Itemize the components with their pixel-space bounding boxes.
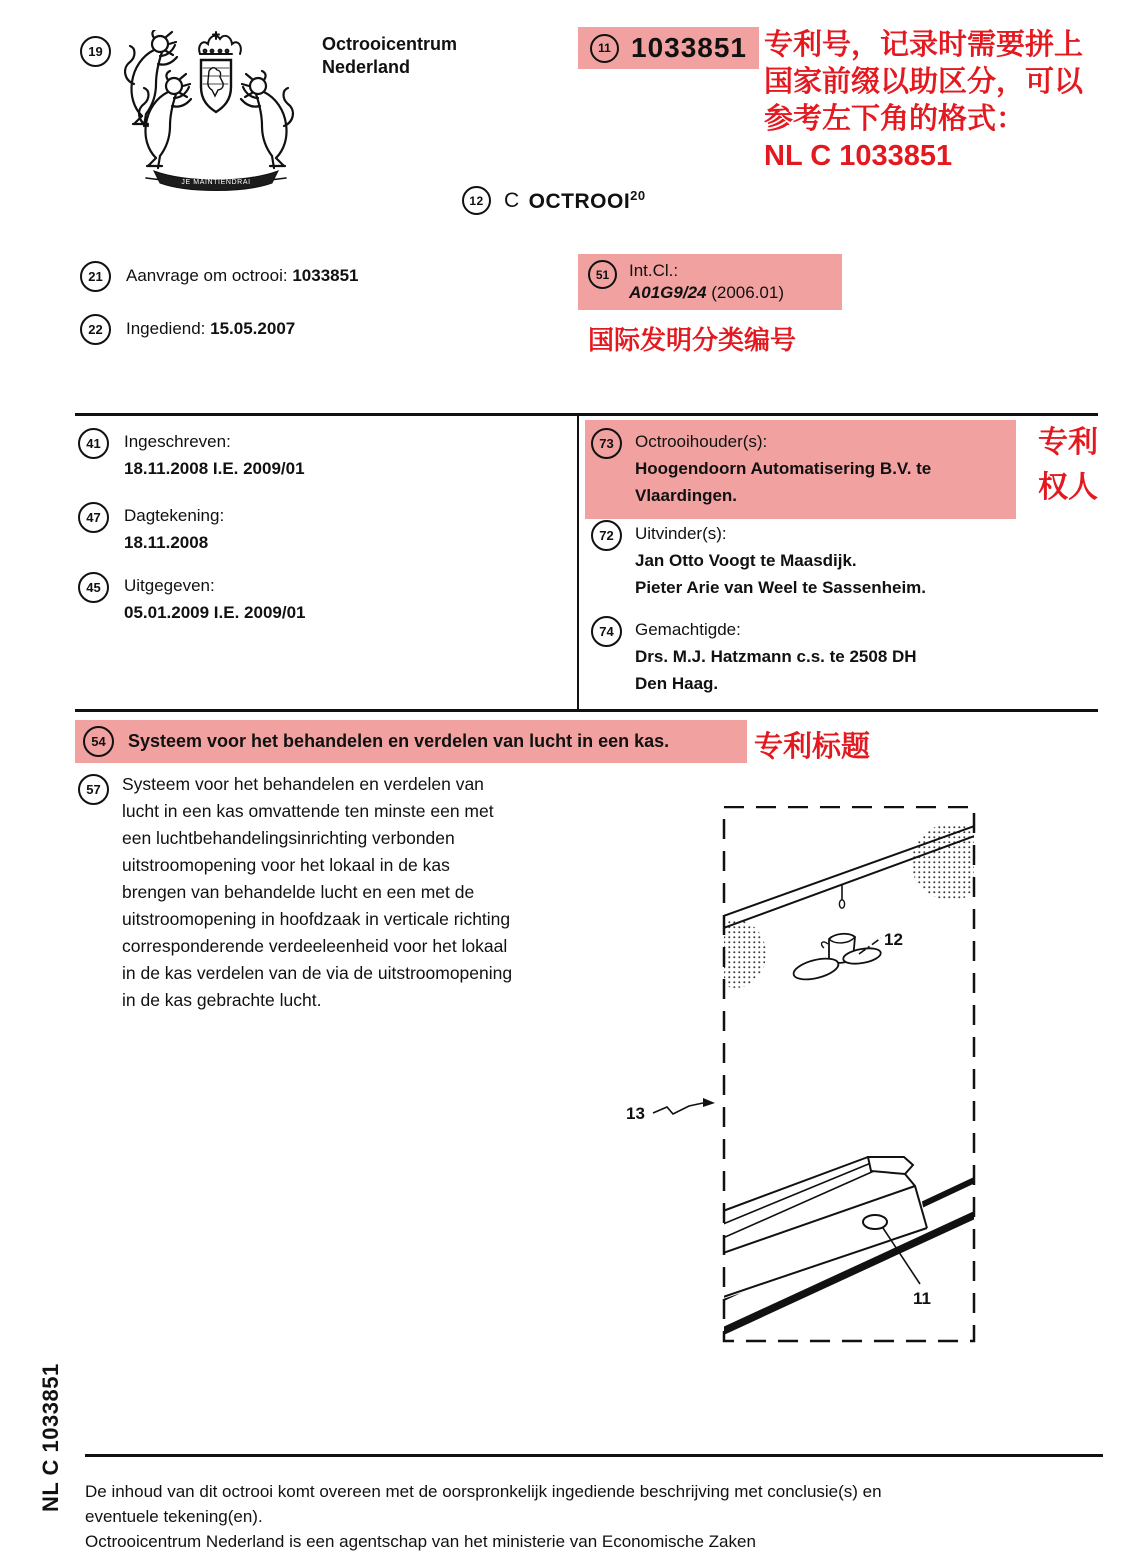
publication-reference-vertical: NL C 1033851 (38, 1363, 63, 1512)
annotation-line: 专利号，记录时需要拼上 (764, 29, 1084, 61)
annotation-holder-note (1038, 420, 1098, 510)
footer-line: eventuele tekening(en). (85, 1507, 263, 1526)
office-name-line2: Nederland (322, 57, 411, 77)
kind-prefix: C (504, 188, 520, 212)
dagtekening-value: 18.11.2008 (124, 533, 209, 552)
field-45-published (78, 572, 306, 626)
holder-label: Octrooihouder(s): (635, 432, 768, 451)
inventor-line1: Jan Otto Voogt te Maasdijk. (635, 551, 857, 570)
inid-code-11: 11 (590, 34, 619, 63)
inid-code-54: 54 (83, 726, 114, 757)
air-duct (723, 1155, 928, 1299)
inid-code-21: 21 (80, 261, 111, 292)
abstract-line: een luchtbehandelingsinrichting verbonden (122, 828, 455, 848)
annotation-line: 专利 (1038, 426, 1098, 459)
published-label: Uitgegeven: (124, 576, 215, 595)
patent-number: 1033851 (631, 32, 748, 63)
document-kind (462, 186, 646, 215)
agent-line1: Drs. M.J. Hatzmann c.s. te 2508 DH (635, 647, 917, 666)
figure-ref-11: 11 (913, 1289, 931, 1308)
footer-rule (85, 1454, 1103, 1457)
figure-ref-12: 12 (884, 930, 903, 949)
annotation-ipc-note: 国际发明分类编号 (588, 325, 797, 355)
abstract-line: in de kas verdelen van de via de uitstroomopening (122, 963, 513, 983)
inventor-line2: Pieter Arie van Weel te Sassenheim. (635, 578, 927, 597)
annotation-line: 权人 (1038, 471, 1098, 504)
office-name-line1: Octrooicentrum (322, 34, 458, 54)
inventors-label: Uitvinder(s): (635, 524, 727, 543)
stipple-foliage-left (706, 920, 766, 988)
inid-code-73: 73 (591, 428, 622, 459)
abstract-line: brengen van behandelde lucht en een met de (122, 882, 475, 902)
field-51-ipc (578, 254, 842, 310)
footer-notice (85, 1479, 1105, 1554)
annotation-line: NL C 1033851 (764, 140, 953, 172)
filed-label: Ingediend: (126, 319, 206, 338)
field-74-agent (591, 616, 917, 697)
inid-code-72: 72 (591, 520, 622, 551)
holder-name-line1: Hoogendoorn Automatisering B.V. te (635, 459, 932, 478)
patent-figure-greenhouse-drawing (623, 806, 985, 1343)
field-22-filed (80, 314, 295, 345)
inid-code-47: 47 (78, 502, 109, 533)
inid-code-51: 51 (588, 260, 617, 289)
annotation-line: 参考左下角的格式： (764, 103, 1026, 135)
circulation-fan (792, 934, 882, 983)
inid-code-41: 41 (78, 428, 109, 459)
inid-code-19: 19 (80, 36, 111, 67)
footer-line: Octrooicentrum Nederland is een agentschap van het ministerie van Economische Zaken (85, 1532, 756, 1551)
inid-code-12: 12 (462, 186, 491, 215)
office-name (322, 33, 457, 79)
annotation-patent-number-note (764, 27, 1083, 175)
coat-of-arms-motto: JE MAINTIENDRAI (181, 179, 251, 186)
annotation-title-note: 专利标题 (754, 731, 871, 763)
inid-code-57: 57 (78, 774, 109, 805)
table-top-rule (75, 413, 1098, 416)
field-72-inventors (591, 520, 926, 601)
ipc-version: (2006.01) (711, 283, 785, 302)
abstract-line: in de kas gebrachte lucht. (122, 990, 322, 1010)
table-bottom-rule (75, 709, 1098, 712)
table-center-divider (577, 413, 579, 712)
leader-13 (653, 1103, 703, 1114)
application-number: 1033851 (292, 266, 359, 285)
field-41-registered (78, 428, 305, 482)
abstract-line: lucht in een kas omvattende ten minste een met (122, 801, 494, 821)
field-47-date-of-issue (78, 502, 224, 556)
dagtekening-label: Dagtekening: (124, 506, 225, 525)
kind-superscript: 20 (630, 187, 646, 203)
leader-13-arrowhead (703, 1098, 715, 1107)
patent-title: Systeem voor het behandelen en verdelen van lucht in een kas. (128, 731, 670, 751)
figure-ref-13: 13 (626, 1104, 645, 1123)
published-value: 05.01.2009 I.E. 2009/01 (124, 603, 306, 622)
field-73-patent-holder (585, 420, 1016, 519)
annotation-line: 国家前缀以助区分，可以 (764, 66, 1084, 98)
inid-code-74: 74 (591, 616, 622, 647)
agent-line2: Den Haag. (635, 674, 719, 693)
application-label: Aanvrage om octrooi: (126, 266, 288, 285)
abstract-line: uitstroomopening in hoofdzaak in verticale richting (122, 909, 511, 929)
kind-word: OCTROOI (528, 189, 631, 213)
filed-date: 15.05.2007 (210, 319, 296, 338)
duct-outflow-opening (863, 1215, 887, 1229)
footer-line: De inhoud van dit octrooi komt overeen met de oorspronkelijk ingediende beschrijving met conclusie(s) en (85, 1482, 882, 1501)
abstract-line: Systeem voor het behandelen en verdelen van (122, 774, 484, 794)
patent-number-badge (578, 27, 759, 69)
registered-label: Ingeschreven: (124, 432, 231, 451)
registered-value: 18.11.2008 I.E. 2009/01 (124, 459, 305, 478)
inid-code-45: 45 (78, 572, 109, 603)
fan-blade-left (792, 955, 841, 984)
holder-name-line2: Vlaardingen. (635, 486, 738, 505)
ipc-code: A01G9/24 (629, 283, 707, 302)
field-21-application (80, 261, 359, 292)
ipc-label: Int.Cl.: (629, 261, 679, 280)
abstract-text (122, 771, 602, 1014)
dutch-coat-of-arms (116, 30, 316, 195)
field-54-title (75, 720, 747, 763)
agent-label: Gemachtigde: (635, 620, 741, 639)
sensor-body (839, 900, 844, 908)
inid-code-22: 22 (80, 314, 111, 345)
abstract-line: uitstroomopening voor het lokaal in de kas (122, 855, 450, 875)
abstract-line: corresponderende verdeeleenheid voor het lokaal (122, 936, 508, 956)
